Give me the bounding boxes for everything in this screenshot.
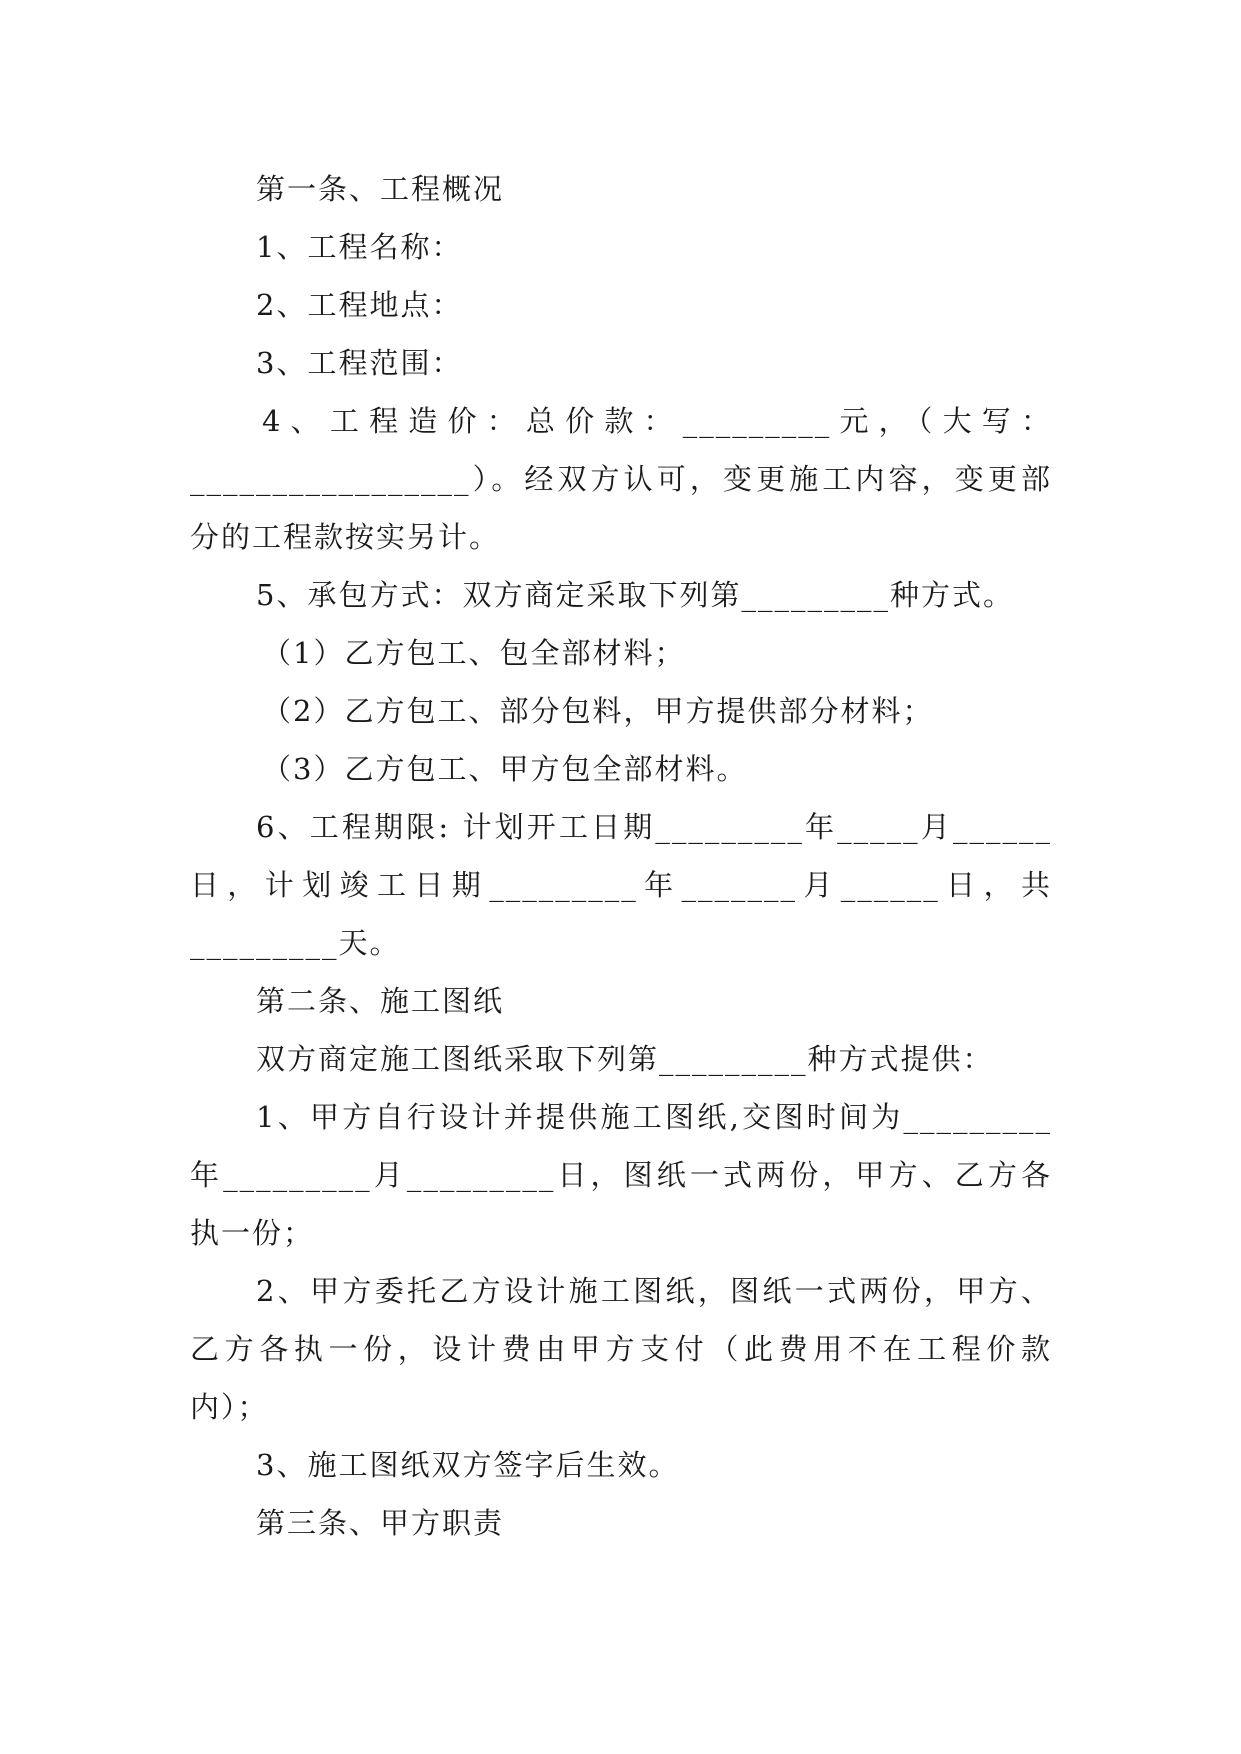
drawings-method-line: 双方商定施工图纸采取下列第_________种方式提供： [256, 1042, 994, 1076]
contract-option-1: （1）乙方包工、包全部材料； [262, 636, 686, 670]
project-scope-line: 3、工程范围： [256, 346, 463, 380]
drawings-option-2-cont: 乙方各执一份，设计费由甲方支付（此费用不在工程价款 [190, 1332, 1052, 1366]
contract-option-3: （3）乙方包工、甲方包全部材料。 [262, 752, 748, 786]
drawings-option-3: 3、施工图纸双方签字后生效。 [256, 1448, 680, 1482]
project-location-line: 2、工程地点： [256, 288, 463, 322]
drawings-option-2-end: 内）； [190, 1390, 269, 1424]
article-1-heading: 第一条、工程概况 [256, 172, 505, 206]
project-name-line: 1、工程名称： [256, 230, 463, 264]
document-body [190, 160, 1052, 1552]
article-3-heading: 第三条、甲方职责 [256, 1506, 505, 1540]
drawings-option-1: 1、甲方自行设计并提供施工图纸,交图时间为_________ [256, 1100, 1052, 1134]
drawings-option-2: 2、甲方委托乙方设计施工图纸，图纸一式两份，甲方、 [256, 1274, 1052, 1308]
contract-option-2: （2）乙方包工、部分包料，甲方提供部分材料； [262, 694, 934, 728]
drawings-option-1-end: 执一份； [190, 1216, 315, 1250]
project-cost-line: 4、工程造价：总价款：_________元，（大写： [262, 404, 1052, 438]
project-cost-line-cont: _________________）。经双方认可，变更施工内容，变更部 [190, 462, 1052, 496]
article-2-heading: 第二条、施工图纸 [256, 984, 505, 1018]
drawings-option-1-cont: 年_________月_________日，图纸一式两份，甲方、乙方各 [190, 1158, 1052, 1192]
contract-method-line: 5、承包方式：双方商定采取下列第_________种方式。 [256, 578, 1014, 612]
project-period-line-end: _________天。 [190, 926, 401, 960]
project-cost-line-end: 分的工程款按实另计。 [190, 520, 501, 554]
project-period-line: 6、工程期限: 计划开工日期_________年_____月______ [256, 810, 1052, 844]
project-period-line-cont: 日，计划竣工日期_________年_______月______日，共 [190, 868, 1052, 902]
